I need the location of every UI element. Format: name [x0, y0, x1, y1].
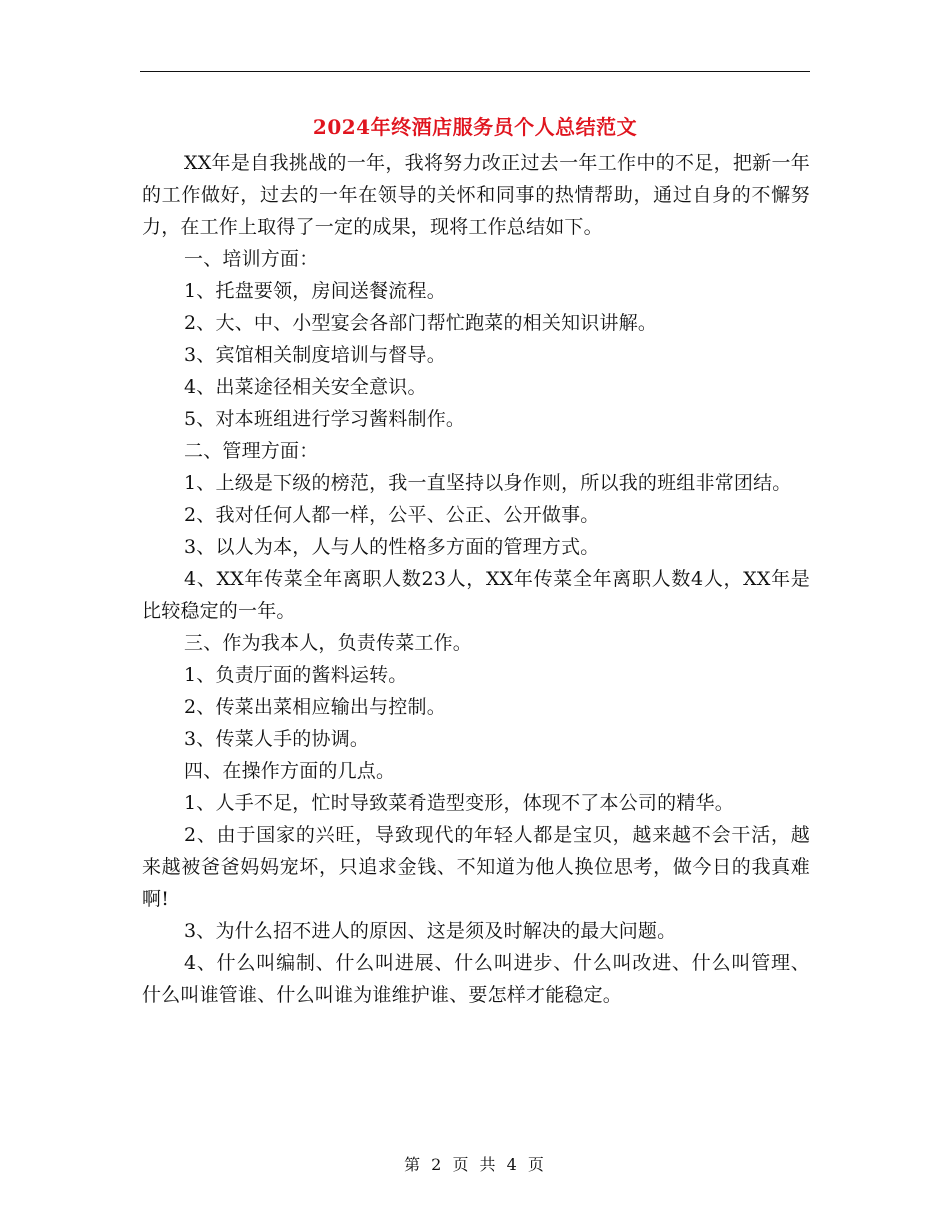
list-item: 4、什么叫编制、什么叫进展、什么叫进步、什么叫改进、什么叫管理、什么叫谁管谁、什么叫谁为谁维护谁、要怎样才能稳定。 [142, 952, 810, 1006]
list-item: 3、为什么招不进人的原因、这是须及时解决的最大问题。 [184, 920, 677, 942]
document-title: 2024年终酒店服务员个人总结范文 [312, 115, 638, 139]
list-item: 2、大、中、小型宴会各部门帮忙跑菜的相关知识讲解。 [184, 312, 658, 334]
list-item: 2、传菜出菜相应输出与控制。 [184, 696, 446, 718]
page-footer: 第 2 页 共 4 页 [404, 1155, 546, 1174]
section-heading-operations: 四、在操作方面的几点。 [184, 760, 396, 782]
list-item: 2、由于国家的兴旺，导致现代的年轻人都是宝贝，越来越不会干活，越来越被爸爸妈妈宠坏，只追求金钱、不知道为他人换位思考，做今日的我真难啊! [142, 824, 810, 910]
list-item: 4、XX年传菜全年离职人数23人，XX年传菜全年离职人数4人，XX年是比较稳定的一年。 [142, 568, 810, 622]
list-item: 5、对本班组进行学习酱料制作。 [184, 408, 466, 430]
section-heading-personal: 三、作为我本人，负责传菜工作。 [184, 632, 473, 654]
paragraph-intro: XX年是自我挑战的一年，我将努力改正过去一年工作中的不足，把新一年的工作做好，过去的一年在领导的关怀和同事的热情帮助，通过自身的不懈努力，在工作上取得了一定的成果，现将工作总结如下。 [142, 152, 810, 238]
list-item: 3、宾馆相关制度培训与督导。 [184, 344, 446, 366]
list-item: 4、出菜途径相关安全意识。 [184, 376, 427, 398]
list-item: 3、以人为本，人与人的性格多方面的管理方式。 [184, 536, 600, 558]
section-heading-training: 一、培训方面： [184, 248, 319, 270]
list-item: 3、传菜人手的协调。 [184, 728, 370, 750]
list-item: 1、人手不足，忙时导致菜肴造型变形，体现不了本公司的精华。 [184, 792, 734, 814]
header-rule [140, 71, 810, 72]
document-body [142, 147, 810, 1011]
list-item: 1、上级是下级的榜范，我一直坚持以身作则，所以我的班组非常团结。 [184, 472, 792, 494]
list-item: 1、负责厅面的酱料运转。 [184, 664, 408, 686]
section-heading-management: 二、管理方面： [184, 440, 319, 462]
list-item: 2、我对任何人都一样，公平、公正、公开做事。 [184, 504, 600, 526]
list-item: 1、托盘要领，房间送餐流程。 [184, 280, 446, 302]
